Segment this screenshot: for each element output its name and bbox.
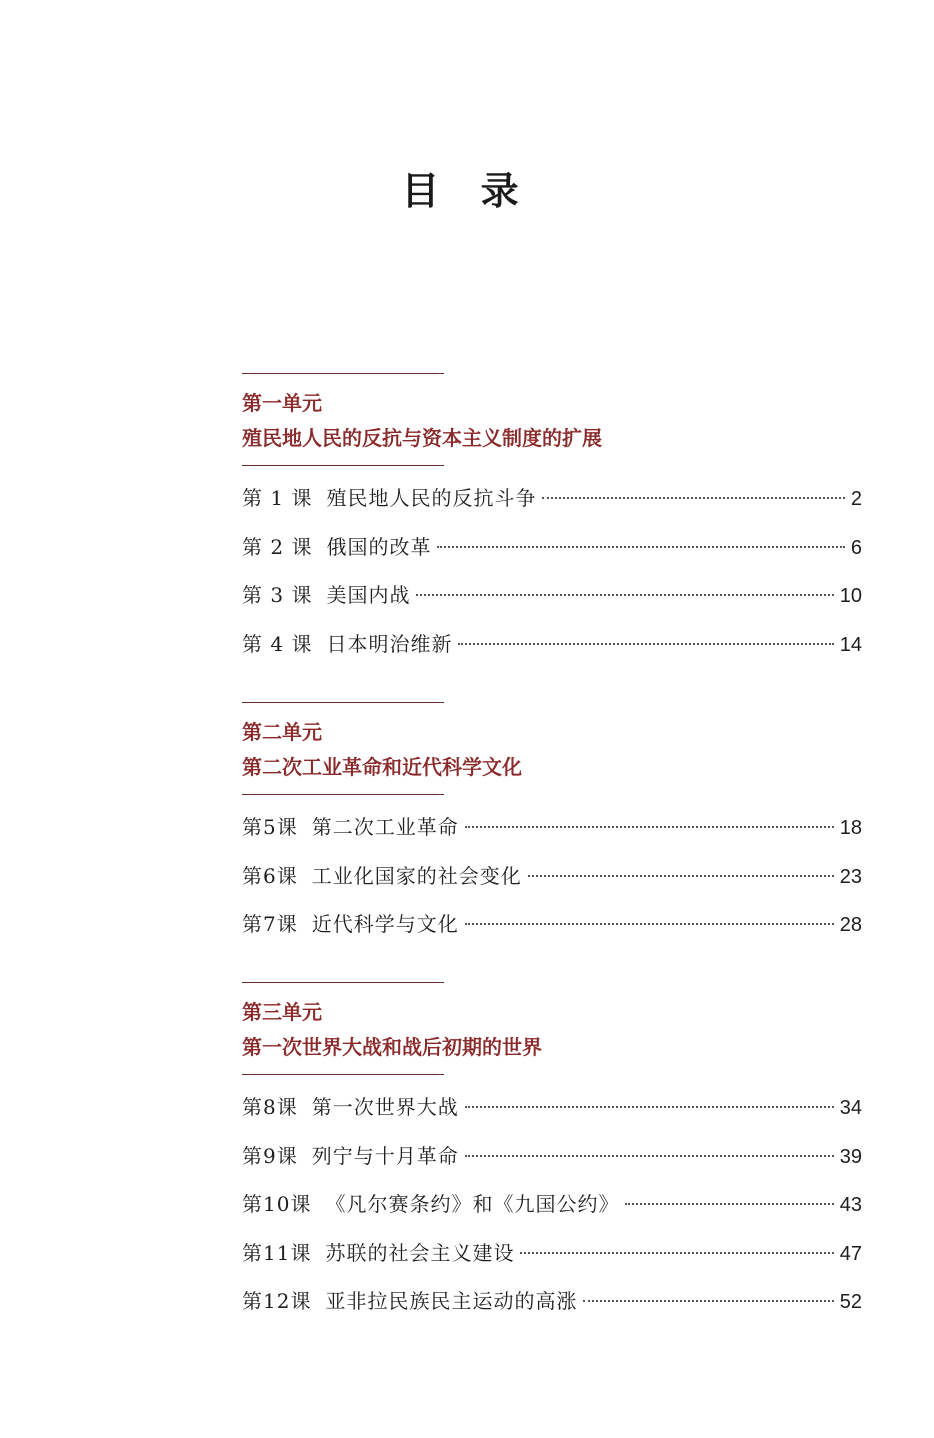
page-number: 34 bbox=[839, 1097, 862, 1119]
dot-leader bbox=[458, 643, 833, 645]
page-number: 18 bbox=[839, 817, 862, 839]
lesson-label: 第 2 课 bbox=[242, 534, 313, 559]
dot-leader bbox=[465, 1155, 834, 1157]
lesson-label: 第 1 课 bbox=[242, 486, 313, 510]
lesson-label: 第5课 bbox=[242, 815, 298, 839]
unit-top-rule bbox=[242, 373, 444, 374]
lesson-item[interactable] bbox=[242, 628, 862, 677]
lesson-label: 第9课 bbox=[242, 1143, 298, 1168]
lesson-label: 第11课 bbox=[242, 1240, 312, 1265]
dot-leader bbox=[542, 497, 844, 499]
lesson-title: 列宁与十月革命 bbox=[311, 1143, 459, 1168]
lesson-title: 苏联的社会主义建设 bbox=[325, 1240, 515, 1265]
page-number: 28 bbox=[839, 914, 862, 936]
lesson-title: 俄国的改革 bbox=[326, 534, 432, 559]
unit-bottom-rule bbox=[242, 1074, 444, 1075]
dot-leader bbox=[465, 1106, 834, 1108]
lesson-title: 近代科学与文化 bbox=[311, 912, 459, 936]
lesson-label: 第8课 bbox=[242, 1095, 298, 1119]
dot-leader bbox=[625, 1203, 833, 1205]
page-title: 目 录 bbox=[401, 168, 533, 213]
lesson-label: 第 3 课 bbox=[242, 583, 313, 607]
lesson-item[interactable] bbox=[242, 1091, 862, 1140]
lesson-title: 第二次工业革命 bbox=[311, 815, 459, 839]
dot-leader bbox=[437, 546, 844, 548]
page-number: 47 bbox=[839, 1242, 862, 1265]
unit-2 bbox=[242, 702, 862, 957]
dot-leader bbox=[465, 826, 834, 828]
lesson-label: 第 4 课 bbox=[242, 631, 313, 656]
dot-leader bbox=[583, 1300, 833, 1302]
unit-top-rule bbox=[242, 982, 444, 983]
lesson-title: 美国内战 bbox=[326, 583, 411, 607]
dot-leader bbox=[528, 875, 834, 877]
lesson-list bbox=[242, 482, 862, 676]
unit-bottom-rule bbox=[242, 465, 444, 466]
page-number: 52 bbox=[839, 1291, 862, 1313]
page-number: 14 bbox=[839, 633, 862, 656]
dot-leader bbox=[465, 923, 834, 925]
lesson-item[interactable] bbox=[242, 811, 862, 860]
unit-number: 第一单元 bbox=[242, 391, 322, 415]
lesson-title: 《凡尔赛条约》和《九国公约》 bbox=[325, 1192, 620, 1216]
dot-leader bbox=[416, 594, 833, 596]
unit-number: 第二单元 bbox=[242, 720, 322, 744]
lesson-title: 殖民地人民的反抗斗争 bbox=[326, 486, 537, 510]
lesson-title: 第一次世界大战 bbox=[311, 1095, 459, 1119]
page-number: 6 bbox=[850, 536, 862, 559]
lesson-list bbox=[242, 811, 862, 957]
lesson-item[interactable] bbox=[242, 1140, 862, 1189]
lesson-label: 第6课 bbox=[242, 863, 298, 888]
lesson-item[interactable] bbox=[242, 908, 862, 957]
lesson-label: 第7课 bbox=[242, 912, 298, 936]
unit-top-rule bbox=[242, 702, 444, 703]
lesson-title: 工业化国家的社会变化 bbox=[311, 863, 522, 888]
lesson-title: 亚非拉民族民主运动的高涨 bbox=[325, 1289, 578, 1313]
page-number: 23 bbox=[839, 865, 862, 888]
page-number: 39 bbox=[839, 1145, 862, 1168]
lesson-item[interactable] bbox=[242, 531, 862, 580]
unit-number: 第三单元 bbox=[242, 1000, 322, 1024]
lesson-item[interactable] bbox=[242, 482, 862, 531]
lesson-item[interactable] bbox=[242, 1237, 862, 1286]
lesson-item[interactable] bbox=[242, 1285, 862, 1334]
unit-title: 第一次世界大战和战后初期的世界 bbox=[242, 1035, 542, 1059]
unit-3 bbox=[242, 982, 862, 1334]
lesson-list bbox=[242, 1091, 862, 1334]
page-number: 43 bbox=[839, 1194, 862, 1216]
page-number: 2 bbox=[850, 488, 862, 510]
lesson-label: 第10课 bbox=[242, 1192, 312, 1216]
unit-title: 第二次工业革命和近代科学文化 bbox=[242, 755, 522, 779]
unit-1 bbox=[242, 373, 862, 676]
lesson-label: 第12课 bbox=[242, 1289, 312, 1313]
lesson-item[interactable] bbox=[242, 1188, 862, 1237]
unit-title: 殖民地人民的反抗与资本主义制度的扩展 bbox=[242, 426, 602, 450]
page-number: 10 bbox=[839, 585, 862, 607]
lesson-item[interactable] bbox=[242, 579, 862, 628]
unit-bottom-rule bbox=[242, 794, 444, 795]
dot-leader bbox=[520, 1252, 833, 1254]
lesson-title: 日本明治维新 bbox=[326, 631, 453, 656]
lesson-item[interactable] bbox=[242, 860, 862, 909]
